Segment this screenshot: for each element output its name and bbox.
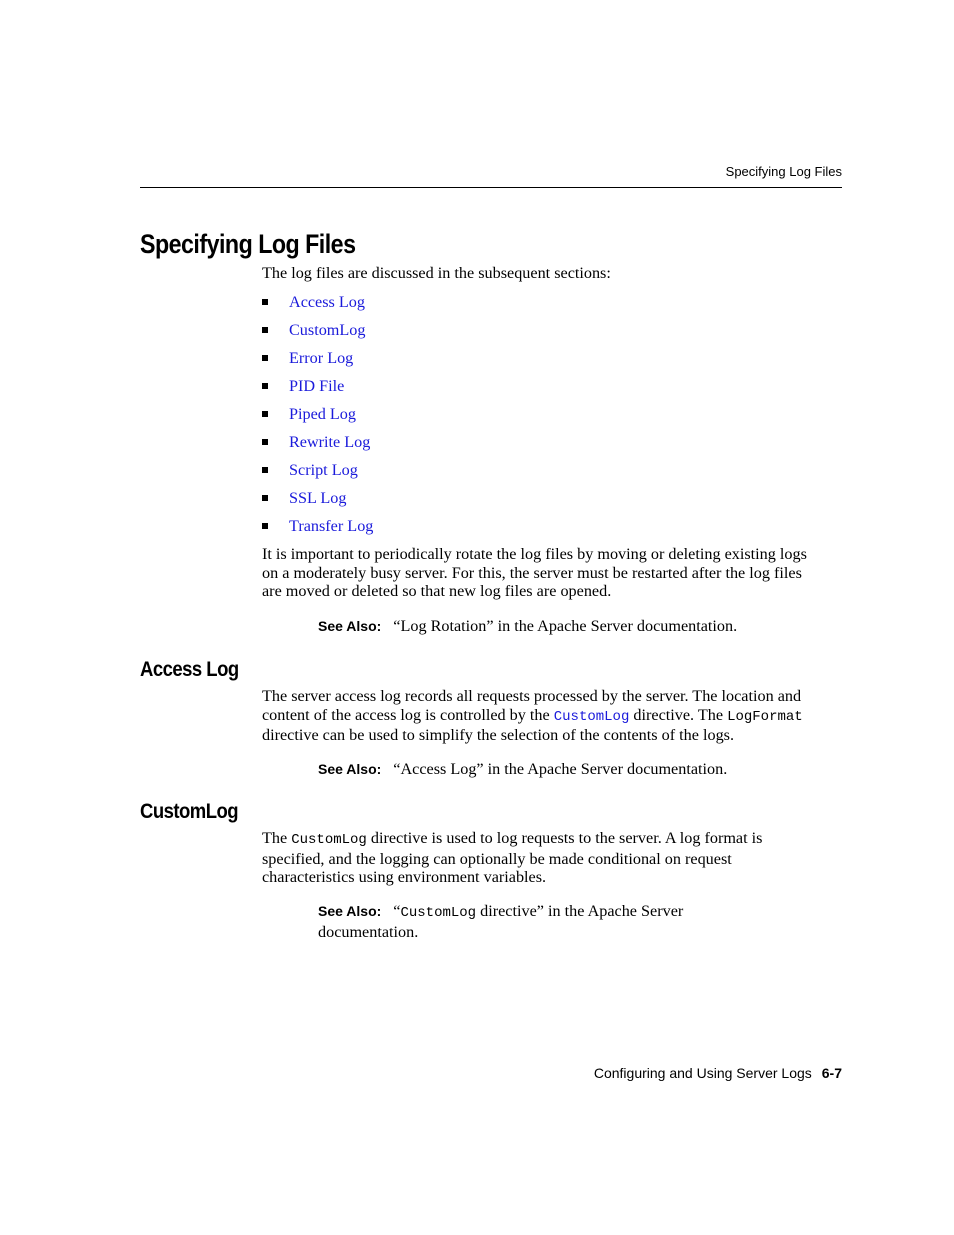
footer-chapter-title: Configuring and Using Server Logs bbox=[593, 1065, 812, 1081]
paragraph-line: It is important to periodically rotate the log files by moving or deleting existing logs bbox=[262, 545, 807, 563]
paragraph-line: documentation. bbox=[318, 922, 419, 941]
paragraph-line: directive can be used to simplify the selection of the contents of the logs. bbox=[262, 726, 735, 745]
bullet-square-icon bbox=[262, 355, 268, 361]
bullet-square-icon bbox=[262, 523, 268, 529]
page-footer bbox=[594, 1065, 842, 1081]
bullet-square-icon bbox=[262, 383, 268, 389]
list-item bbox=[262, 487, 373, 515]
text-run: directive. The bbox=[629, 705, 728, 724]
rotation-paragraph bbox=[262, 545, 847, 601]
see-also-label: See Also: bbox=[318, 618, 382, 634]
link-rewrite-log[interactable]: Rewrite Log bbox=[289, 433, 371, 451]
link-customlog[interactable]: CustomLog bbox=[289, 321, 366, 339]
access-log-paragraph bbox=[262, 687, 847, 745]
paragraph-line bbox=[262, 829, 847, 850]
text-run: directive is used to log requests to the server. A log format is bbox=[366, 829, 763, 847]
text-run: The bbox=[262, 829, 292, 847]
text-run: content of the access log is controlled by the bbox=[262, 705, 554, 724]
list-item bbox=[262, 375, 373, 403]
link-ssl-log[interactable]: SSL Log bbox=[289, 489, 347, 507]
logformat-code: LogFormat bbox=[727, 708, 803, 725]
link-transfer-log[interactable]: Transfer Log bbox=[289, 517, 374, 535]
link-access-log[interactable]: Access Log bbox=[289, 293, 365, 311]
bullet-square-icon bbox=[262, 299, 268, 305]
paragraph-line: are moved or deleted so that new log files are opened. bbox=[262, 582, 612, 601]
list-item bbox=[262, 347, 373, 375]
text-run: directive” in the Apache Server bbox=[476, 902, 684, 920]
link-script-log[interactable]: Script Log bbox=[289, 461, 358, 479]
customlog-paragraph bbox=[262, 829, 847, 887]
list-item bbox=[262, 403, 373, 431]
bullet-square-icon bbox=[262, 467, 268, 473]
customlog-code: CustomLog bbox=[400, 905, 477, 921]
paragraph-line: The server access log records all requests processed by the server. The location and bbox=[262, 687, 802, 705]
see-also-note bbox=[318, 760, 727, 779]
see-also-text: “Access Log” in the Apache Server documentation. bbox=[393, 760, 728, 778]
list-item bbox=[262, 515, 373, 543]
header-rule bbox=[140, 187, 842, 188]
paragraph-line: characteristics using environment variables. bbox=[262, 868, 547, 887]
list-item bbox=[262, 291, 373, 319]
running-header: Specifying Log Files bbox=[725, 164, 842, 179]
link-pid-file[interactable]: PID File bbox=[289, 377, 345, 395]
see-also-label: See Also: bbox=[318, 761, 382, 777]
see-also-label: See Also: bbox=[318, 903, 382, 919]
bullet-square-icon bbox=[262, 495, 268, 501]
paragraph-line: on a moderately busy server. For this, the server must be restarted after the log files bbox=[262, 563, 802, 582]
bullet-square-icon bbox=[262, 411, 268, 417]
customlog-code: CustomLog bbox=[291, 832, 367, 848]
intro-paragraph: The log files are discussed in the subsequent sections: bbox=[262, 264, 611, 282]
list-item bbox=[262, 319, 373, 347]
link-piped-log[interactable]: Piped Log bbox=[289, 405, 356, 423]
access-log-heading: Access Log bbox=[140, 657, 239, 681]
paragraph-line: specified, and the logging can optionally be made conditional on request bbox=[262, 849, 732, 868]
page-number: 6-7 bbox=[821, 1065, 842, 1081]
bullet-square-icon bbox=[262, 327, 268, 333]
customlog-heading: CustomLog bbox=[140, 799, 239, 823]
paragraph-line bbox=[262, 706, 847, 727]
see-also-note bbox=[318, 902, 738, 941]
text-run: “ bbox=[393, 902, 401, 920]
section-title: Specifying Log Files bbox=[140, 229, 356, 259]
paragraph-line bbox=[318, 902, 738, 923]
customlog-code-link[interactable]: CustomLog bbox=[553, 708, 630, 725]
link-error-log[interactable]: Error Log bbox=[289, 349, 354, 367]
see-also-text: “Log Rotation” in the Apache Server documentation. bbox=[393, 617, 738, 635]
log-topics-list bbox=[262, 291, 373, 543]
see-also-note bbox=[318, 617, 737, 636]
list-item bbox=[262, 431, 373, 459]
list-item bbox=[262, 459, 373, 487]
bullet-square-icon bbox=[262, 439, 268, 445]
